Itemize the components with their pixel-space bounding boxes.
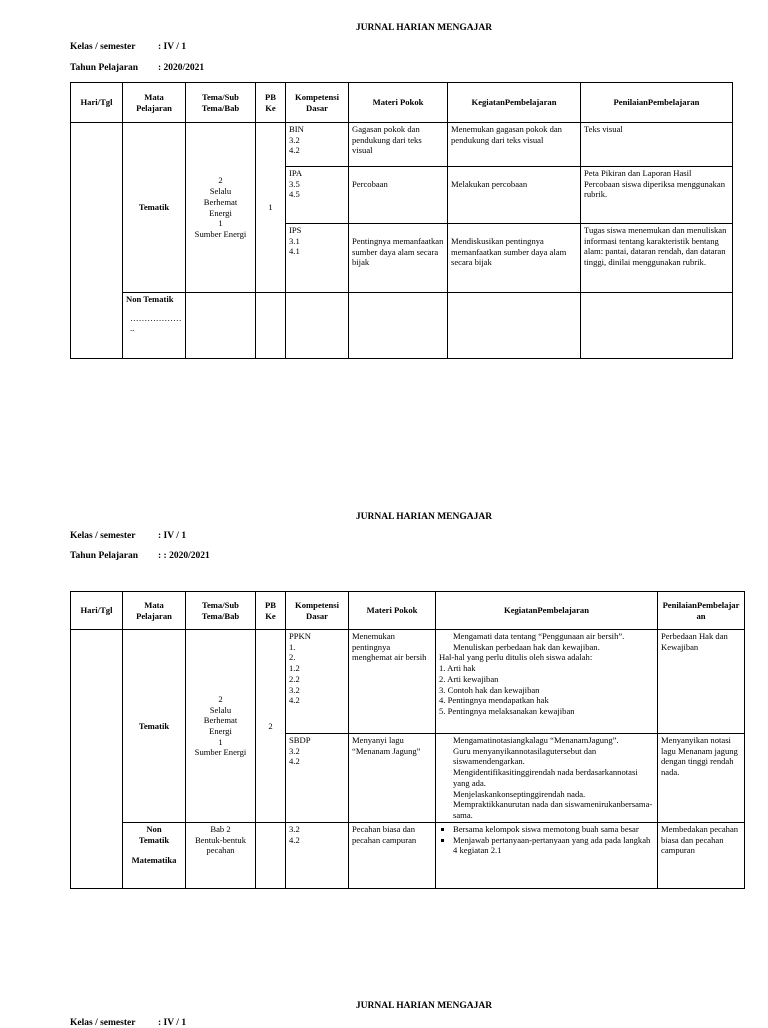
empty-cell <box>256 293 286 359</box>
mapel-line: Non <box>146 824 162 834</box>
penilaian-cell: Membedakan pecahan biasa dan pecahan campuran <box>658 823 745 889</box>
header-kd: Kompetensi Dasar <box>286 83 349 123</box>
table-row <box>71 630 745 734</box>
tema-line: Sumber Energi <box>194 747 247 758</box>
kelas-label: Kelas / semester <box>70 531 136 541</box>
tema-line: 2 <box>218 693 223 704</box>
tema-cell <box>186 823 256 889</box>
mapel-line <box>126 845 182 855</box>
materi-cell: Pecahan biasa dan pecahan campuran <box>349 823 436 889</box>
journal-1-kelas <box>70 42 186 52</box>
pb-cell <box>256 823 286 889</box>
tema-line: Berhemat <box>203 715 238 726</box>
table-header-row <box>71 592 745 630</box>
journal-3-kelas <box>70 1018 186 1028</box>
kegiatan-line: Hal-hal yang perlu ditulis oleh siswa adalah: <box>439 652 593 663</box>
journal-1-table <box>70 82 733 359</box>
pb-cell: 2 <box>256 630 286 823</box>
kegiatan-line: Mengamatinotasiangkalagu “MenanamJagung”. <box>453 735 619 745</box>
header-pb: PB Ke <box>256 83 286 123</box>
kd-line: 3.2 <box>289 745 300 756</box>
materi-cell: Menyanyi lagu “Menanam Jagung” <box>349 734 436 823</box>
header-kegiatan: KegiatanPembelajaran <box>448 83 581 123</box>
hari-cell <box>71 123 123 359</box>
kd-line: 3.2 <box>289 684 300 695</box>
tema-line: Selalu <box>209 186 232 197</box>
kd-line: 4.2 <box>289 695 300 706</box>
journal-2-kelas <box>70 531 186 541</box>
kd-line: IPA <box>289 168 303 178</box>
header-tema: Tema/Sub Tema/Bab <box>186 592 256 630</box>
header-penilaian: PenilaianPembelajaran <box>658 592 745 630</box>
kd-cell <box>286 167 349 224</box>
penilaian-cell: Teks visual <box>581 123 733 167</box>
kd-line: 3.5 <box>289 178 300 189</box>
kegiatan-cell <box>436 823 658 889</box>
kegiatan-cell <box>436 734 658 823</box>
kegiatan-line: Mengidentifikasitinggirendah nada berdasarkannotasi yang ada. <box>453 767 638 788</box>
non-tematik-dots: ……………….. <box>130 312 182 334</box>
header-mapel: Mata Pelajaran <box>123 83 186 123</box>
mapel-non-tematik <box>123 823 186 889</box>
tema-line: 1 <box>218 218 223 229</box>
penilaian-cell: Perbedaan Hak dan Kewajiban <box>658 630 745 734</box>
kegiatan-list <box>439 824 654 856</box>
tahun-label: Tahun Pelajaran <box>70 551 139 561</box>
kd-line: 2. <box>289 652 296 663</box>
kegiatan-line: Menuliskan perbedaan hak dan kewajiban. <box>453 641 600 652</box>
kd-line: 3.2 <box>289 824 300 834</box>
kelas-label: Kelas / semester <box>70 42 136 52</box>
materi-cell: Percobaan <box>349 167 448 224</box>
header-hari: Hari/Tgl <box>71 83 123 123</box>
kegiatan-cell <box>436 630 658 734</box>
kd-line: 1.2 <box>289 663 300 674</box>
journal-2-tahun <box>70 551 210 561</box>
empty-cell <box>349 293 448 359</box>
table-row <box>71 123 733 167</box>
tema-line: Bentuk-bentuk pecahan <box>194 834 247 856</box>
tema-line: Sumber Energi <box>194 228 247 239</box>
mapel-non-tematik <box>123 293 186 359</box>
kd-line: 1. <box>289 641 296 652</box>
list-item: ▪ Bersama kelompok siswa memotong buah sama besar <box>453 824 654 835</box>
tema-cell <box>186 123 256 293</box>
kegiatan-line: Guru menyanyikannotasilagutersebut dan siswamendengarkan. <box>453 745 597 767</box>
journal-2-title: JURNAL HARIAN MENGAJAR <box>355 512 493 522</box>
tema-line: Energi <box>209 726 232 736</box>
kd-line: 4.2 <box>289 756 300 767</box>
tahun-value: : : 2020/2021 <box>158 551 210 561</box>
materi-cell: Menemukan pentingnya menghemat air bersih <box>349 630 436 734</box>
kegiatan-cell: Mendiskusikan pentingnya memanfaatkan sumber daya alam secara bijak <box>448 224 581 293</box>
kd-cell <box>286 123 349 167</box>
mapel-line: Matematika <box>131 855 177 866</box>
kegiatan-line: Menjelaskankonseptinggirendah nada. <box>453 788 586 799</box>
kd-line: BIN <box>289 124 304 134</box>
table-row <box>71 823 745 889</box>
list-item: ▪ Menjawab pertanyaan-pertanyaan yang ada pada langkah 4 kegiatan 2.1 <box>453 835 654 856</box>
table-header-row <box>71 83 733 123</box>
journal-2-table <box>70 591 745 889</box>
kd-line: 3.2 <box>289 134 300 145</box>
penilaian-cell: Peta Pikiran dan Laporan Hasil Percobaan siswa diperiksa menggunakan rubrik. <box>581 167 733 224</box>
non-tematik-label: Non Tematik <box>126 294 174 304</box>
materi-cell: Gagasan pokok dan pendukung dari teks visual <box>349 123 448 167</box>
empty-cell <box>581 293 733 359</box>
penilaian-cell: Tugas siswa menemukan dan menuliskan informasi tentang karakteristik bentang alam: pantai, dataran rendah, dan dataran tinggi, dinilai menggunakan rubrik. <box>581 224 733 293</box>
kd-line: 3.1 <box>289 235 300 246</box>
kd-cell <box>286 734 349 823</box>
tema-line: 1 <box>218 736 223 747</box>
header-tema: Tema/Sub Tema/Bab <box>186 83 256 123</box>
kegiatan-line: 3. Contoh hak dan kewajiban <box>439 684 540 695</box>
tahun-value: : 2020/2021 <box>158 63 205 73</box>
mapel-tematik: Tematik <box>123 123 186 293</box>
header-penilaian: PenilaianPembelajaran <box>581 83 733 123</box>
tema-cell <box>186 630 256 823</box>
journal-3-title: JURNAL HARIAN MENGAJAR <box>355 1001 493 1011</box>
kegiatan-line: 5. Pentingnya melaksanakan kewajiban <box>439 706 575 717</box>
empty-cell <box>286 293 349 359</box>
empty-cell <box>448 293 581 359</box>
header-pb: PB Ke <box>256 592 286 630</box>
header-kegiatan: KegiatanPembelajaran <box>436 592 658 630</box>
kd-line: IPS <box>289 225 302 235</box>
mapel-tematik: Tematik <box>123 630 186 823</box>
kd-line: 4.2 <box>289 834 300 845</box>
kegiatan-line: 2. Arti kewajiban <box>439 673 499 684</box>
kegiatan-line: Mempraktikkanurutan nada dan siswamenirukanbersama-sama. <box>453 799 653 821</box>
kd-line: 4.1 <box>289 246 300 257</box>
penilaian-cell: Menyanyikan notasi lagu Menanam jagung dengan tinggi rendah nada. <box>658 734 745 823</box>
kd-line: 4.5 <box>289 189 300 200</box>
kd-line: PPKN <box>289 631 311 641</box>
empty-cell <box>186 293 256 359</box>
tahun-label: Tahun Pelajaran <box>70 63 139 73</box>
tema-line: Berhemat <box>203 196 238 207</box>
kelas-value: : IV / 1 <box>158 42 187 52</box>
table-row <box>71 293 733 359</box>
kelas-label: Kelas / semester <box>70 1018 136 1028</box>
tema-line: Selalu <box>209 704 232 715</box>
kegiatan-cell: Melakukan percobaan <box>448 167 581 224</box>
kegiatan-line: 1. Arti hak <box>439 663 476 674</box>
header-kd: Kompetensi Dasar <box>286 592 349 630</box>
header-mapel: Mata Pelajaran <box>123 592 186 630</box>
kd-cell <box>286 823 349 889</box>
header-materi: Materi Pokok <box>349 592 436 630</box>
kegiatan-line: Mengamati data tentang “Penggunaan air bersih”. <box>453 631 625 641</box>
kd-cell <box>286 224 349 293</box>
header-materi: Materi Pokok <box>349 83 448 123</box>
kelas-value: : IV / 1 <box>158 531 187 541</box>
kegiatan-line: 4. Pentingnya mendapatkan hak <box>439 695 549 706</box>
tema-line: Bab 2 <box>210 824 231 834</box>
hari-cell <box>71 630 123 889</box>
kegiatan-cell: Menemukan gagasan pokok dan pendukung dari teks visual <box>448 123 581 167</box>
mapel-line: Tematik <box>138 834 170 845</box>
kd-cell <box>286 630 349 734</box>
journal-1-tahun <box>70 63 204 73</box>
header-hari: Hari/Tgl <box>71 592 123 630</box>
pb-cell: 1 <box>256 123 286 293</box>
journal-1-title: JURNAL HARIAN MENGAJAR <box>355 23 493 33</box>
kd-line: SBDP <box>289 735 311 745</box>
tema-line: 2 <box>218 175 223 186</box>
kelas-value: : IV / 1 <box>158 1018 187 1028</box>
kd-line: 2.2 <box>289 673 300 684</box>
kd-line: 4.2 <box>289 145 300 156</box>
tema-line: Energi <box>209 207 232 218</box>
materi-cell: Pentingnya memanfaatkan sumber daya alam secara bijak <box>349 224 448 293</box>
